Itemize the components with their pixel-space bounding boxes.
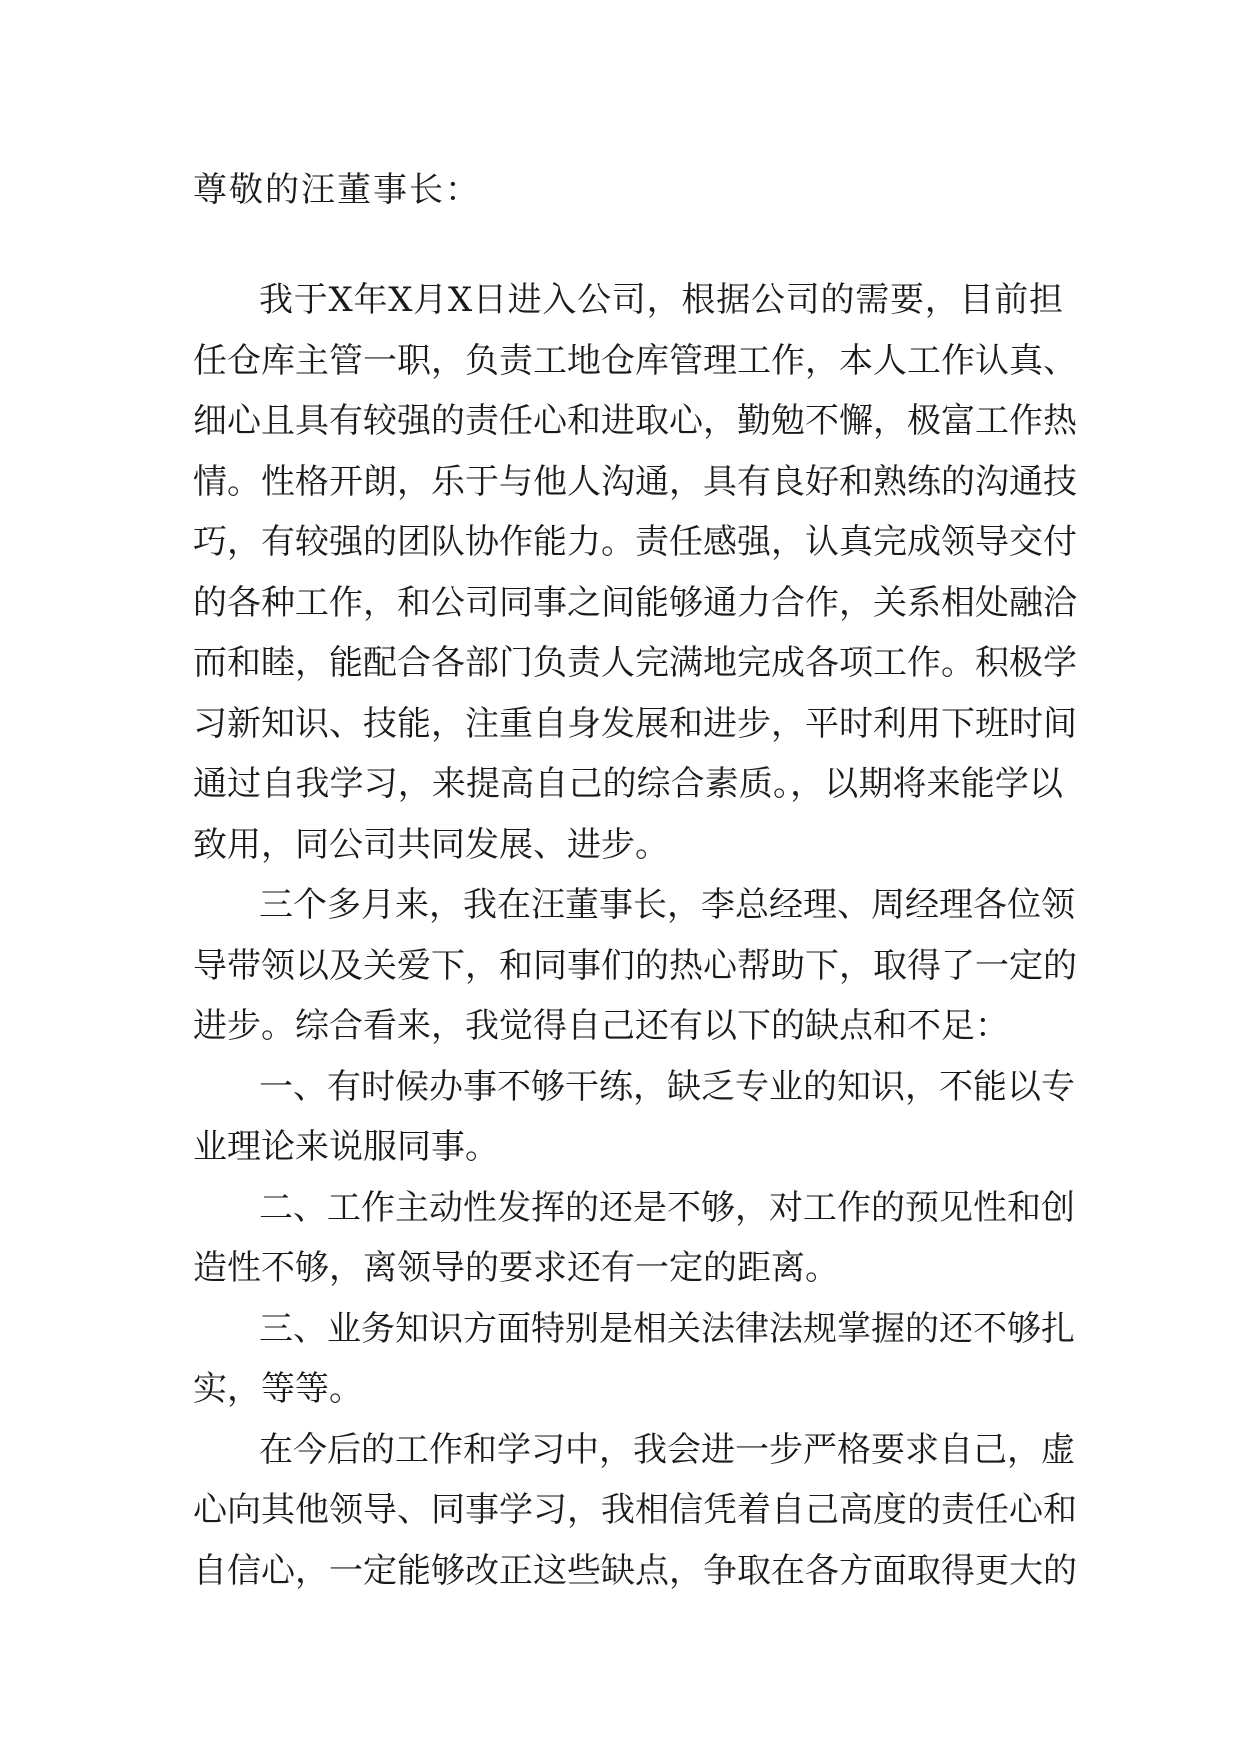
- text-line: 巧，有较强的团队协作能力。责任感强，认真完成领导交付: [193, 522, 1077, 562]
- text-line: 致用，同公司共同发展、进步。: [193, 824, 669, 865]
- text-line: 三、业务知识方面特别是相关法律法规掌握的还不够扎: [259, 1308, 1075, 1349]
- text-line: 一、有时候办事不够干练，缺乏专业的知识，不能以专: [259, 1066, 1075, 1107]
- text-line: 任仓库主管一职，负责工地仓库管理工作，本人工作认真、: [193, 340, 1077, 381]
- text-line: 进步。综合看来，我觉得自己还有以下的缺点和不足：: [193, 1006, 1009, 1046]
- text-line: 导带领以及关爱下，和同事们的热心帮助下，取得了一定的: [193, 945, 1077, 986]
- text-line: 而和睦，能配合各部门负责人完满地完成各项工作。积极学: [193, 643, 1077, 683]
- text-line: 造性不够，离领导的要求还有一定的距离。: [193, 1248, 839, 1288]
- text-line: 心向其他领导、同事学习，我相信凭着自己高度的责任心和: [193, 1490, 1077, 1530]
- text-line: 情。性格开朗，乐于与他人沟通，具有良好和熟练的沟通技: [193, 461, 1077, 502]
- body-text: [193, 270, 1077, 1601]
- text-line: 通过自我学习，来提高自己的综合素质。，以期将来能学以: [193, 764, 1063, 804]
- text-line: 的各种工作，和公司同事之间能够通力合作，关系相处融洽: [193, 582, 1077, 623]
- text-line: 实，等等。: [193, 1369, 363, 1409]
- text-line: 我于X年X月X日进入公司，根据公司的需要，目前担: [259, 280, 1063, 320]
- text-line: 三个多月来，我在汪董事长，李总经理、周经理各位领: [259, 885, 1075, 925]
- text-line: 在今后的工作和学习中，我会进一步严格要求自己，虚: [259, 1429, 1075, 1470]
- text-line: 细心且具有较强的责任心和进取心，勤勉不懈，极富工作热: [193, 401, 1077, 441]
- text-line: 习新知识、技能，注重自身发展和进步，平时利用下班时间: [193, 703, 1077, 744]
- text-line: 二、工作主动性发挥的还是不够，对工作的预见性和创: [259, 1187, 1075, 1228]
- text-line: 自信心，一定能够改正这些缺点，争取在各方面取得更大的: [193, 1550, 1077, 1591]
- text-line: 业理论来说服同事。: [193, 1127, 499, 1167]
- salutation: 尊敬的汪董事长：: [193, 170, 481, 210]
